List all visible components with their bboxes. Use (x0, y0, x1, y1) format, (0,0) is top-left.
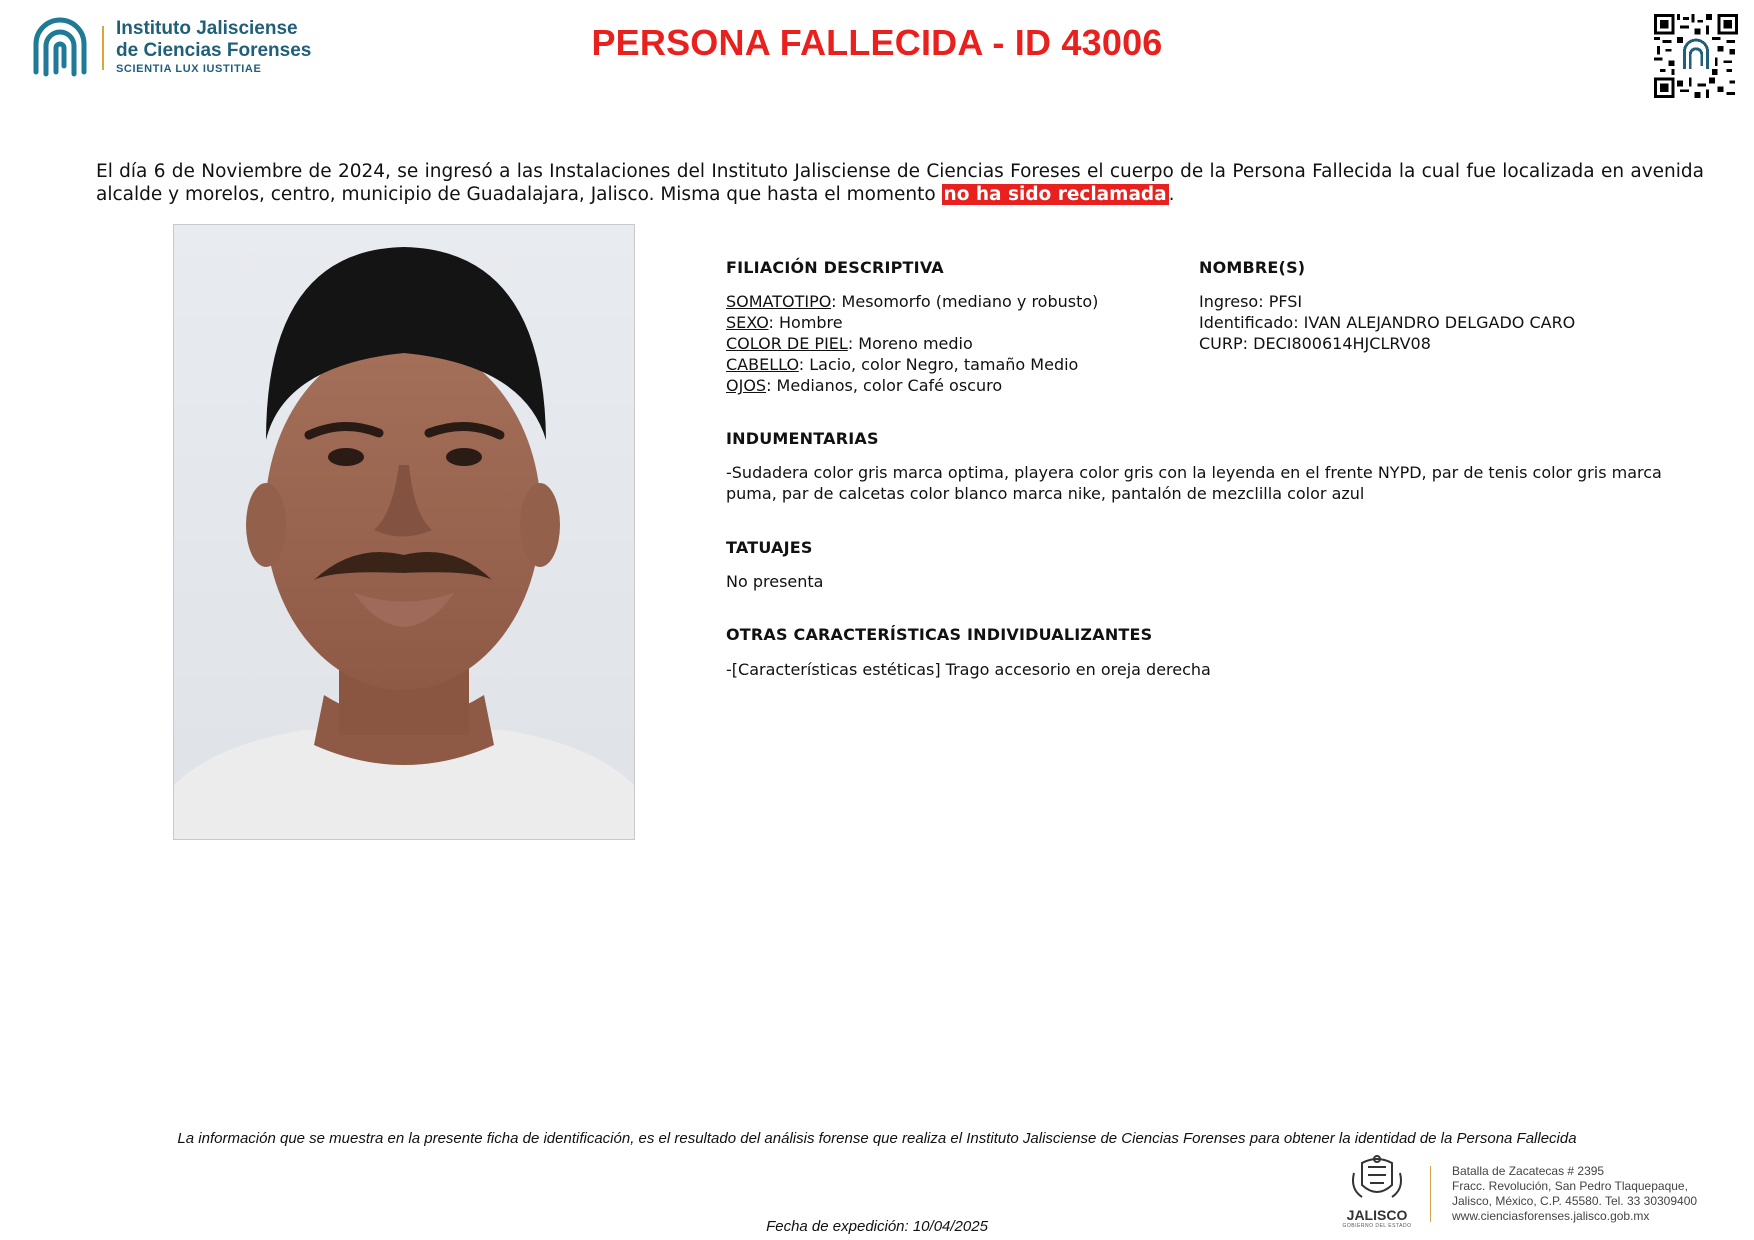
filiacion-item-sexo (726, 312, 1098, 333)
filiacion-title: FILIACIÓN DESCRIPTIVA (726, 258, 944, 277)
filiacion-item-cabello (726, 354, 1098, 375)
portrait-image (174, 225, 634, 839)
intro-text: El día 6 de Noviembre de 2024, se ingresó a las Instalaciones del Instituto Jalisciense de Ciencias Foreses el cuerpo de la Persona Fallecida la cual fue localizada en avenida alcalde y morelos, centro, municipio de Guadalajara, Jalisco. Misma que hasta el momento (96, 161, 1704, 205)
filiacion-list (726, 291, 1098, 396)
filiacion-value: : Hombre (768, 313, 843, 332)
disclaimer-text: La información que se muestra en la presente ficha de identificación, es el resultado del análisis forense que realiza el Instituto Jalisciense de Ciencias Forenses para obtener la identidad de la Persona Fallecida (177, 1130, 1577, 1147)
logo-line-1: Instituto Jalisciense (116, 18, 298, 39)
intro-paragraph (96, 160, 1704, 206)
address-line: Jalisco, México, C.P. 45580. Tel. 33 30309400 (1452, 1194, 1698, 1208)
filiacion-value: : Medianos, color Café oscuro (766, 376, 1003, 395)
logo-motto: SCIENTIA LUX IUSTITIAE (116, 63, 262, 75)
filiacion-value: : Mesomorfo (mediano y robusto) (831, 292, 1099, 311)
institute-address (1452, 1164, 1697, 1224)
filiacion-item-color-de-piel (726, 333, 1098, 354)
intro-end: . (1168, 184, 1175, 205)
footer-divider (1430, 1166, 1431, 1222)
address-line: Fracc. Revolución, San Pedro Tlaquepaque, (1452, 1179, 1688, 1193)
indumentarias-title: INDUMENTARIAS (726, 429, 879, 448)
logo-line-2: de Ciencias Forenses (116, 40, 312, 61)
filiacion-label: COLOR DE PIEL (726, 334, 848, 353)
nombre-ingreso: Ingreso: PFSI (1199, 292, 1303, 311)
filiacion-label: OJOS (726, 376, 767, 395)
deceased-person-photo (173, 224, 635, 840)
qr-code-icon (1654, 14, 1738, 98)
filiacion-label: SEXO (726, 313, 769, 332)
tatuajes-title: TATUAJES (726, 538, 813, 557)
indumentarias-text: -Sudadera color gris marca optima, playera color gris con la leyenda en el frente NYPD, par de tenis color gris marca puma, par de calcetas color blanco marca nike, pantalón de mezclilla color azul (726, 463, 1662, 503)
address-website: www.cienciasforenses.jalisco.gob.mx (1452, 1209, 1650, 1223)
nombre-curp: CURP: DECI800614HJCLRV08 (1199, 334, 1431, 353)
issue-date: Fecha de expedición: 10/04/2025 (766, 1218, 988, 1235)
address-line: Batalla de Zacatecas # 2395 (1452, 1164, 1605, 1178)
nombres-list (1199, 291, 1575, 354)
filiacion-value: : Lacio, color Negro, tamaño Medio (798, 355, 1079, 374)
jalisco-wordmark: JALISCO (1346, 1207, 1408, 1223)
jalisco-sub: GOBIERNO DEL ESTADO (1342, 1223, 1412, 1229)
filiacion-item-somatotipo (726, 291, 1098, 312)
unclaimed-highlight: no ha sido reclamada (943, 184, 1167, 205)
tatuajes-text: No presenta (726, 572, 824, 591)
filiacion-item-ojos (726, 375, 1098, 396)
nombre-identificado: Identificado: IVAN ALEJANDRO DELGADO CARO (1199, 313, 1576, 332)
otras-title: OTRAS CARACTERÍSTICAS INDIVIDUALIZANTES (726, 625, 1153, 644)
filiacion-label: CABELLO (726, 355, 799, 374)
page-title: PERSONA FALLECIDA - ID 43006 (591, 22, 1163, 63)
filiacion-label: SOMATOTIPO (726, 292, 832, 311)
filiacion-value: : Moreno medio (847, 334, 973, 353)
otras-text: -[Características estéticas] Trago accesorio en oreja derecha (726, 660, 1211, 679)
nombres-title: NOMBRE(S) (1199, 258, 1306, 277)
jalisco-crest-icon (1332, 1155, 1422, 1211)
